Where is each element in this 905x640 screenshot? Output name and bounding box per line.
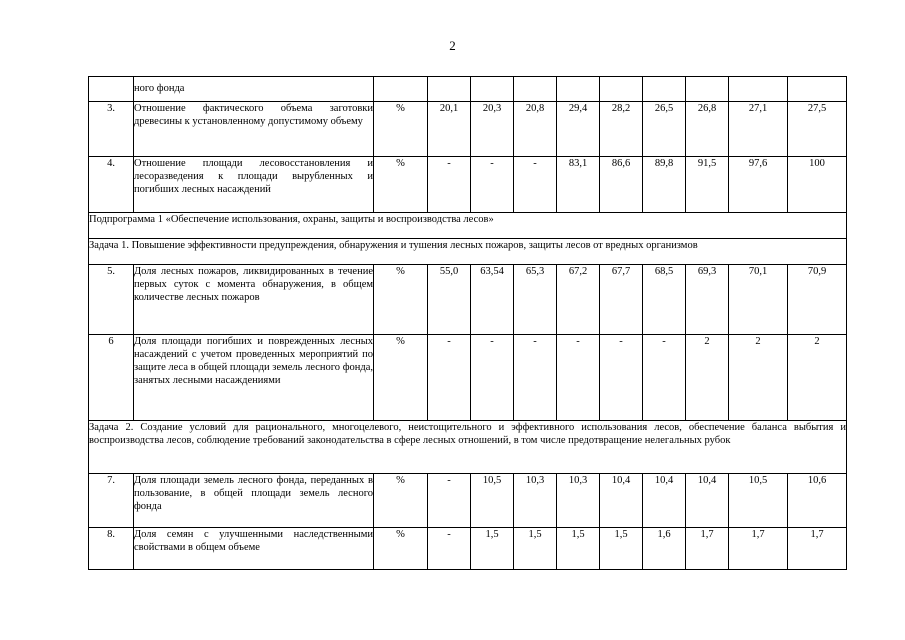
indicator-name: Доля площади земель лесного фонда, переданных в пользование, в общей площади земель лесного фонда: [134, 474, 374, 528]
unit-cell: %: [374, 335, 428, 421]
task-heading: Задача 1. Повышение эффективности предупреждения, обнаружения и тушения лесных пожаров, защиты лесов от вредных организмов: [89, 239, 847, 265]
value-cell: -: [428, 528, 471, 570]
value-cell: 10,5: [729, 474, 788, 528]
table-row: [89, 265, 847, 335]
value-cell: 91,5: [686, 157, 729, 213]
row-number: 4.: [89, 157, 134, 213]
value-cell: 10,6: [788, 474, 847, 528]
value-cell: 2: [788, 335, 847, 421]
value-cell: 1,7: [686, 528, 729, 570]
value-cell: 1,6: [643, 528, 686, 570]
subprogram-heading: Подпрограмма 1 «Обеспечение использования, охраны, защиты и воспроизводства лесов»: [89, 213, 847, 239]
value-cell: 65,3: [514, 265, 557, 335]
value-cell: 10,4: [600, 474, 643, 528]
value-cell: 100: [788, 157, 847, 213]
value-cell: 20,1: [428, 102, 471, 157]
value-cell: 26,8: [686, 102, 729, 157]
table-row: [89, 157, 847, 213]
unit-cell: %: [374, 265, 428, 335]
value-cell: 1,5: [600, 528, 643, 570]
value-cell: 27,5: [788, 102, 847, 157]
value-cell: 86,6: [600, 157, 643, 213]
page-number: 2: [449, 38, 456, 53]
table-row: [89, 213, 847, 239]
value-cell: 27,1: [729, 102, 788, 157]
value-cell: -: [514, 335, 557, 421]
value-cell: 10,3: [514, 474, 557, 528]
table-row: [89, 335, 847, 421]
unit-cell: %: [374, 102, 428, 157]
value-cell: 10,5: [471, 474, 514, 528]
row-number: 3.: [89, 102, 134, 157]
value-cell: 2: [686, 335, 729, 421]
value-cell: 20,3: [471, 102, 514, 157]
value-cell: -: [514, 157, 557, 213]
value-cell: 10,3: [557, 474, 600, 528]
value-cell: 97,6: [729, 157, 788, 213]
value-cell: 29,4: [557, 102, 600, 157]
value-cell: -: [471, 335, 514, 421]
value-cell: 68,5: [643, 265, 686, 335]
value-cell: 1,5: [471, 528, 514, 570]
indicator-name: Доля площади погибших и поврежденных лесных насаждений с учетом проведенных мероприятий по защите леса в общей площади земель лесного фонда, занятых лесными насаждениями: [134, 335, 374, 421]
table-row: [89, 102, 847, 157]
unit-cell: %: [374, 528, 428, 570]
table-row: [89, 77, 847, 102]
task-heading: Задача 2. Создание условий для рационального, многоцелевого, неистощительного и эффективного использования лесов, обеспечение баланса выбытия и воспроизводства лесов, соблюдение требований законодательства в сфере лесных отношений, в том числе предотвращение нелегальных рубок: [89, 421, 847, 474]
value-cell: 67,7: [600, 265, 643, 335]
value-cell: 67,2: [557, 265, 600, 335]
table-row: [89, 421, 847, 474]
table-cell: [89, 77, 134, 102]
value-cell: 1,7: [729, 528, 788, 570]
value-cell: 10,4: [643, 474, 686, 528]
unit-cell: %: [374, 474, 428, 528]
unit-cell: %: [374, 157, 428, 213]
value-cell: 26,5: [643, 102, 686, 157]
value-cell: 10,4: [686, 474, 729, 528]
indicator-name: Доля семян с улучшенными наследственными свойствами в общем объеме: [134, 528, 374, 570]
value-cell: 55,0: [428, 265, 471, 335]
table-row: [89, 239, 847, 265]
value-cell: 83,1: [557, 157, 600, 213]
value-cell: 1,7: [788, 528, 847, 570]
value-cell: -: [428, 335, 471, 421]
value-cell: 89,8: [643, 157, 686, 213]
value-cell: -: [557, 335, 600, 421]
indicator-name: ного фонда: [134, 77, 374, 102]
value-cell: 28,2: [600, 102, 643, 157]
row-number: 7.: [89, 474, 134, 528]
value-cell: 20,8: [514, 102, 557, 157]
table-row: [89, 528, 847, 570]
value-cell: 63,54: [471, 265, 514, 335]
value-cell: 70,9: [788, 265, 847, 335]
row-number: 5.: [89, 265, 134, 335]
value-cell: -: [471, 157, 514, 213]
row-number: 6: [89, 335, 134, 421]
table-row: [89, 474, 847, 528]
value-cell: 1,5: [557, 528, 600, 570]
indicator-name: Отношение фактического объема заготовки древесины к установленному допустимому объему: [134, 102, 374, 157]
value-cell: -: [428, 157, 471, 213]
value-cell: -: [600, 335, 643, 421]
value-cell: -: [643, 335, 686, 421]
value-cell: 2: [729, 335, 788, 421]
value-cell: 70,1: [729, 265, 788, 335]
value-cell: 1,5: [514, 528, 557, 570]
indicator-name: Доля лесных пожаров, ликвидированных в течение первых суток с момента обнаружения, в общем количестве лесных пожаров: [134, 265, 374, 335]
indicators-table: [88, 76, 847, 570]
row-number: 8.: [89, 528, 134, 570]
indicator-name: Отношение площади лесовосстановления и лесоразведения к площади вырубленных и погибших лесных насаждений: [134, 157, 374, 213]
value-cell: -: [428, 474, 471, 528]
value-cell: 69,3: [686, 265, 729, 335]
